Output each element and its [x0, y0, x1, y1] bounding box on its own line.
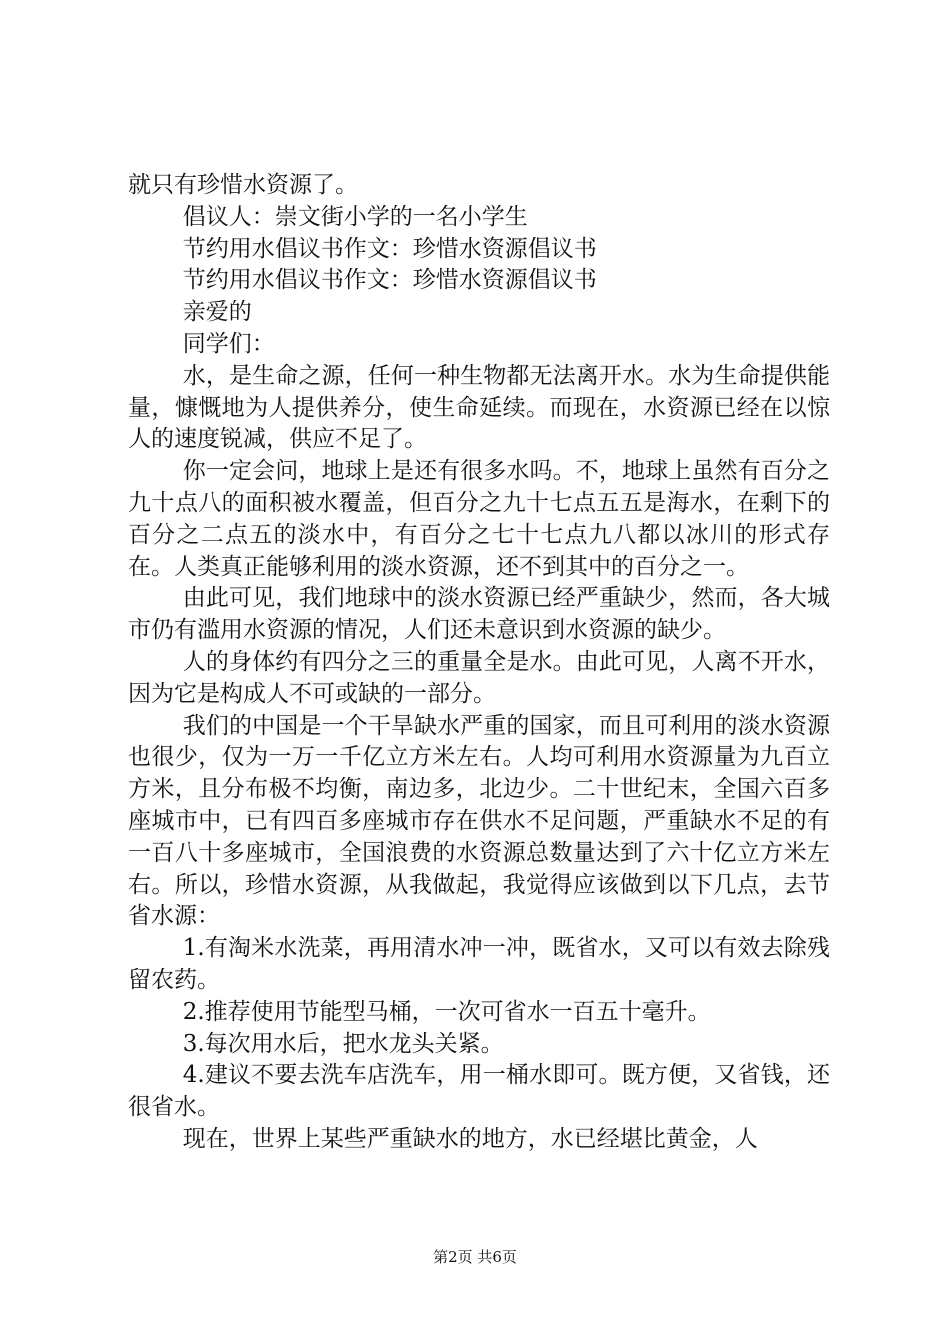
paragraph-salutation-1: 亲爱的 [182, 299, 252, 326]
paragraph-title: 节约用水倡议书作文：珍惜水资源倡议书 [182, 235, 597, 262]
page-number-label: 第2页 共6页 [433, 1248, 517, 1266]
paragraph-body: 我们的中国是一个干旱缺水严重的国家，而且可利用的淡水资源也很少，仅为一万一千亿立方米左右。人均可利用水资源量为九百立方米，且分布极不均衡，南边多，北边少。二十世纪末，全国六百多座城市中，已有四百多座城市存在供水不足问题，严重缺水不足的有一百八十多座城市，全国浪费的水资源总数量达到了六十亿立方米左右。所以，珍惜水资源，从我做起，我觉得应该做到以下几点，去节省水源： [128, 712, 830, 930]
paragraph-continuation: 就只有珍惜水资源了。 [128, 172, 358, 198]
paragraph-body: 人的身体约有四分之三的重量全是水。由此可见，人离不开水，因为它是构成人不可或缺的一部分。 [128, 648, 830, 707]
paragraph-title-repeat: 节约用水倡议书作文：珍惜水资源倡议书 [182, 267, 597, 294]
list-item: 1.有淘米水洗菜，再用清水冲一冲，既省水，又可以有效去除残留农药。 [128, 935, 830, 993]
paragraph-signature: 倡议人：崇文街小学的一名小学生 [182, 203, 528, 230]
paragraph-body: 你一定会问，地球上是还有很多水吗。不，地球上虽然有百分之九十点八的面积被水覆盖，但百分之九十七点五五是海水，在剩下的百分之二点五的淡水中，有百分之七十七点九八都以冰川的形式存在。人类真正能够利用的淡水资源，还不到其中的百分之一。 [128, 458, 830, 580]
paragraph-body: 由此可见，我们地球中的淡水资源已经严重缺少，然而，各大城市仍有滥用水资源的情况，人们还未意识到水资源的缺少。 [128, 585, 830, 644]
list-item: 4.建议不要去洗车店洗车，用一桶水即可。既方便，又省钱，还很省水。 [128, 1062, 830, 1121]
paragraph-salutation-2: 同学们： [182, 330, 275, 357]
document-body [128, 170, 830, 1156]
paragraph-body: 水，是生命之源，任何一种生物都无法离开水。水为生命提供能量，慷慨地为人提供养分，使生命延续。而现在，水资源已经在以惊人的速度锐减，供应不足了。 [128, 362, 830, 453]
page-footer [0, 1246, 950, 1267]
list-item: 2.推荐使用节能型马桶，一次可省水一百五十毫升。 [182, 998, 711, 1025]
paragraph-body: 现在，世界上某些严重缺水的地方，水已经堪比黄金，人 [182, 1125, 758, 1152]
list-item: 3.每次用水后，把水龙头关紧。 [182, 1030, 504, 1057]
